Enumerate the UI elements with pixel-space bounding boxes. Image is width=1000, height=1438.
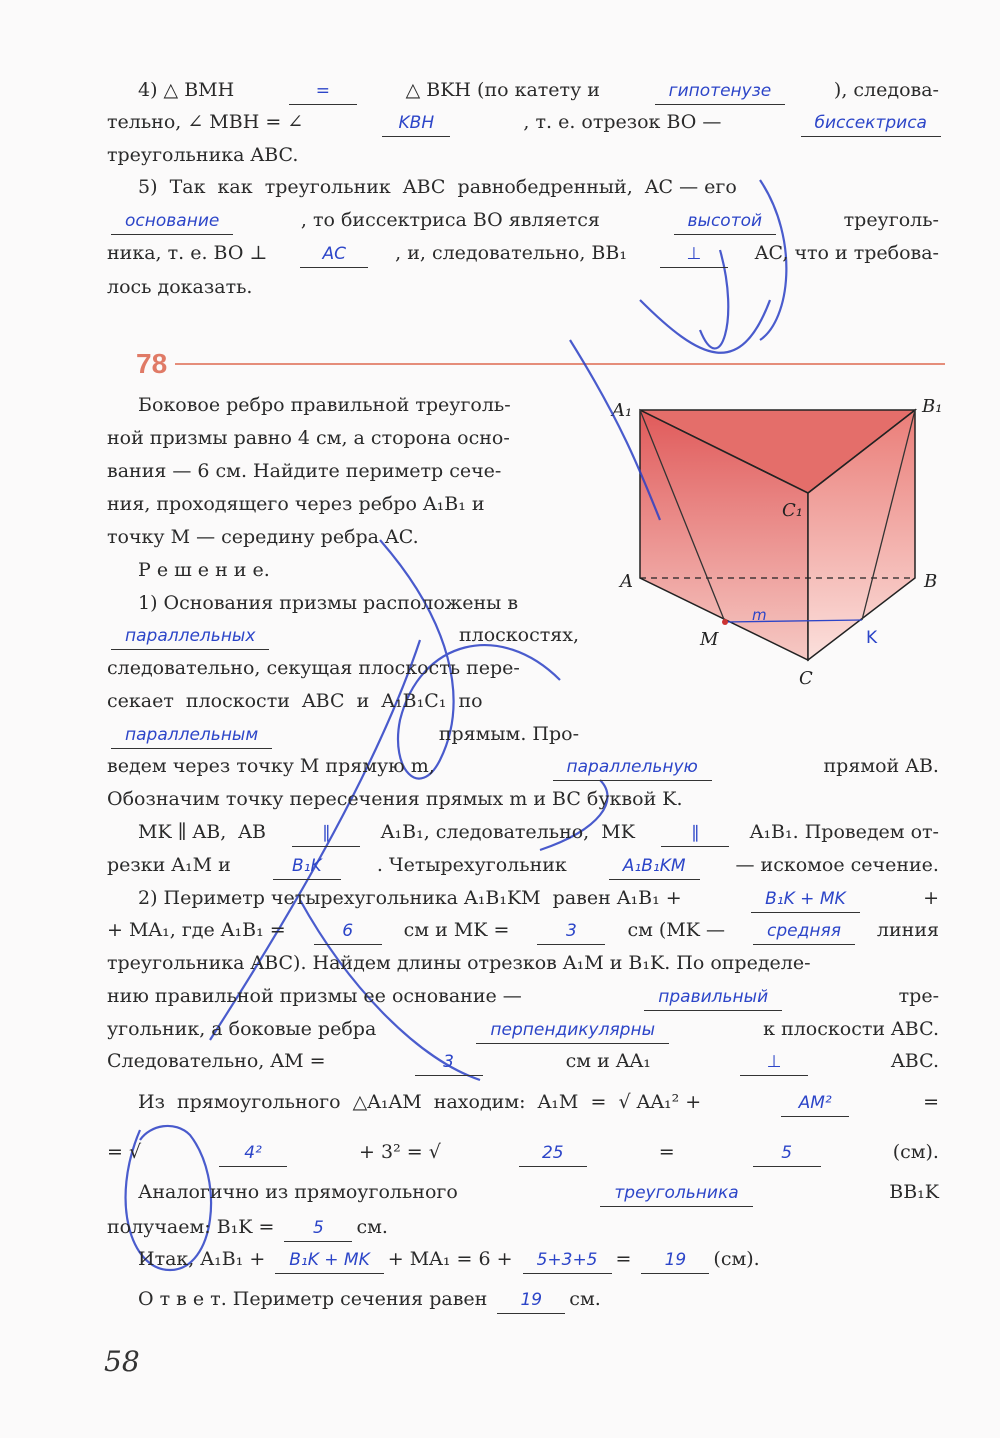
handwritten-k: K: [866, 628, 878, 648]
text-line: [107, 751, 945, 781]
label-b: B: [924, 571, 938, 592]
text-line: [107, 456, 585, 486]
printed-text: =: [615, 1248, 632, 1270]
text-line: [107, 107, 945, 137]
text-line: [138, 75, 945, 105]
label-b1: B₁: [922, 396, 943, 417]
printed-text: 5) Так как треугольник ABC равнобедренный, AC — его: [138, 176, 737, 198]
printed-text: =: [923, 1091, 939, 1113]
text-line: [138, 1087, 945, 1117]
text-line: [107, 238, 945, 268]
printed-text: нию правильной призмы ее основание —: [107, 985, 522, 1007]
printed-text: + MA₁, где A₁B₁ =: [107, 919, 286, 941]
handwritten-answer: 5: [753, 1140, 821, 1167]
printed-text: A₁B₁. Проведем от-: [749, 821, 939, 843]
printed-text: A₁B₁, следовательно, MK: [380, 821, 635, 843]
text-line: [107, 272, 258, 302]
handwritten-answer: гипотенузе: [655, 78, 786, 105]
text-line: [107, 981, 945, 1011]
printed-text: + MA₁ = 6 +: [387, 1248, 513, 1270]
printed-text: + 3² = √: [359, 1141, 441, 1163]
text-line: [107, 850, 945, 880]
printed-text: плоскостях,: [458, 624, 579, 646]
printed-text: см.: [356, 1216, 388, 1238]
text-line: [107, 489, 585, 519]
printed-text: ния, проходящего через ребро A₁B₁ и: [107, 493, 485, 515]
handwritten-answer: основание: [111, 208, 233, 235]
text-line: [138, 172, 945, 202]
printed-text: лось доказать.: [107, 276, 253, 298]
text-line: [107, 205, 945, 235]
printed-text: Р е ш е н и е.: [138, 559, 270, 581]
handwritten-answer: ⊥: [660, 241, 728, 268]
printed-text: ной призмы равно 4 см, а сторона осно-: [107, 427, 510, 449]
handwritten-answer: средняя: [753, 918, 855, 945]
handwritten-answer: 19: [641, 1247, 709, 1274]
text-line: [107, 686, 585, 716]
problem-number: 78: [136, 348, 168, 379]
printed-text: — искомое сечение.: [735, 854, 939, 876]
printed-text: точку M — середину ребра AC.: [107, 526, 419, 548]
printed-text: см и AA₁: [565, 1050, 651, 1072]
printed-text: тельно, ∠ MBH = ∠: [107, 111, 304, 133]
text-line: [107, 620, 585, 650]
label-a1: A₁: [612, 400, 633, 421]
text-line: [138, 817, 945, 847]
printed-text: Следовательно, AM =: [107, 1050, 326, 1072]
printed-text: см (MK —: [627, 919, 725, 941]
page-number: 58: [104, 1345, 140, 1378]
printed-text: угольник, а боковые ребра: [107, 1018, 377, 1040]
handwritten-answer: A₁B₁KM: [609, 853, 700, 880]
printed-text: ведем через точку M прямую m,: [107, 755, 435, 777]
printed-text: прямым. Про-: [438, 723, 579, 745]
printed-text: О т в е т. Периметр сечения равен: [138, 1288, 488, 1310]
handwritten-answer: =: [289, 78, 357, 105]
printed-text: (см).: [713, 1248, 760, 1270]
printed-text: ABC.: [891, 1050, 939, 1072]
printed-text: Аналогично из прямоугольного: [138, 1181, 458, 1203]
printed-text: ), следова-: [833, 79, 939, 101]
text-line: [107, 948, 945, 978]
text-line: [107, 1137, 945, 1167]
printed-text: линия: [876, 919, 939, 941]
handwritten-answer: B₁K + MK: [275, 1247, 384, 1274]
handwritten-answer: высотой: [674, 208, 777, 235]
handwritten-answer: параллельным: [111, 722, 272, 749]
printed-text: = √: [107, 1141, 142, 1163]
printed-text: =: [658, 1141, 675, 1163]
handwritten-answer: 5+3+5: [523, 1247, 612, 1274]
handwritten-answer: ∥: [292, 820, 360, 847]
printed-text: Боковое ребро правильной треуголь-: [138, 394, 511, 416]
printed-text: вания — 6 см. Найдите периметр сече-: [107, 460, 502, 482]
handwritten-answer: ⊥: [740, 1049, 808, 1076]
handwritten-answer: AC: [300, 241, 368, 268]
printed-text: , т. е. отрезок BO —: [523, 111, 722, 133]
printed-text: Итак, A₁B₁ +: [138, 1248, 266, 1270]
handwritten-answer: 3: [415, 1049, 483, 1076]
printed-text: 2) Периметр четырехугольника A₁B₁KM равен A₁B₁ +: [138, 887, 682, 909]
printed-text: . Четырехугольник: [376, 854, 567, 876]
text-line: [107, 423, 585, 453]
printed-text: ника, т. е. BO ⊥: [107, 242, 268, 264]
printed-text: прямой AB.: [823, 755, 939, 777]
printed-text: треугольника ABC). Найдем длины отрезков A₁M и B₁K. По определе-: [107, 952, 811, 974]
printed-text: , то биссектриса BO является: [300, 209, 600, 231]
text-line: [107, 1014, 945, 1044]
printed-text: получаем: B₁K =: [107, 1216, 275, 1238]
label-c1: C₁: [782, 500, 803, 521]
printed-text: треугольника ABC.: [107, 144, 299, 166]
text-line: [138, 555, 276, 585]
text-line: [107, 653, 585, 683]
printed-text: △ BKH (по катету и: [405, 79, 600, 101]
handwritten-answer: AM²: [781, 1090, 849, 1117]
text-line: [138, 390, 585, 420]
handwritten-answer: 6: [314, 918, 382, 945]
handwritten-answer: 3: [537, 918, 605, 945]
handwritten-answer: 19: [497, 1287, 565, 1314]
text-line: [138, 1284, 607, 1314]
handwritten-answer: параллельную: [553, 754, 712, 781]
text-line: [138, 883, 945, 913]
printed-text: треуголь-: [843, 209, 939, 231]
printed-text: тре-: [898, 985, 939, 1007]
handwritten-answer: ∥: [661, 820, 729, 847]
printed-text: 1) Основания призмы расположены в: [138, 592, 519, 614]
text-line: [107, 140, 304, 170]
label-m: M: [700, 629, 719, 650]
printed-text: см и MK =: [403, 919, 510, 941]
printed-text: MK ∥ AB, AB: [138, 821, 266, 843]
printed-text: Из прямоугольного △A₁AM находим: A₁M = √ AA₁² +: [138, 1091, 702, 1113]
printed-text: следовательно, секущая плоскость пере-: [107, 657, 520, 679]
printed-text: +: [923, 887, 939, 909]
text-line: [138, 1244, 766, 1274]
text-line: [107, 1046, 945, 1076]
handwritten-answer: биссектриса: [801, 110, 941, 137]
handwritten-answer: 5: [284, 1215, 352, 1242]
text-line: [138, 588, 585, 618]
printed-text: BB₁K: [889, 1181, 939, 1203]
text-line: [107, 522, 425, 552]
handwritten-answer: треугольника: [600, 1180, 752, 1207]
handwritten-answer: 25: [519, 1140, 587, 1167]
handwritten-answer: перпендикулярны: [476, 1017, 669, 1044]
printed-text: , и, следовательно, BB₁: [395, 242, 627, 264]
printed-text: AC, что и требова-: [754, 242, 939, 264]
text-line: [107, 719, 585, 749]
printed-text: см.: [569, 1288, 601, 1310]
label-c: C: [799, 668, 813, 689]
printed-text: резки A₁M и: [107, 854, 231, 876]
printed-text: секает плоскости ABC и A₁B₁C₁ по: [107, 690, 483, 712]
printed-text: 4) △ BMH: [138, 79, 235, 101]
handwritten-answer: B₁K + MK: [751, 886, 860, 913]
text-line: [107, 1212, 394, 1242]
label-a: A: [620, 571, 633, 592]
handwritten-answer: KBH: [382, 110, 450, 137]
handwritten-answer: 4²: [219, 1140, 287, 1167]
handwritten-answer: параллельных: [111, 623, 269, 650]
printed-text: (см).: [892, 1141, 939, 1163]
text-line: [107, 784, 689, 814]
point-m: [722, 619, 728, 625]
handwritten-answer: правильный: [644, 984, 782, 1011]
printed-text: к плоскости ABC.: [763, 1018, 939, 1040]
handwritten-answer: B₁K: [273, 853, 341, 880]
handwritten-m: m: [752, 606, 767, 624]
printed-text: Обозначим точку пересечения прямых m и BC буквой K.: [107, 788, 683, 810]
text-line: [138, 1177, 945, 1207]
text-line: [107, 915, 945, 945]
